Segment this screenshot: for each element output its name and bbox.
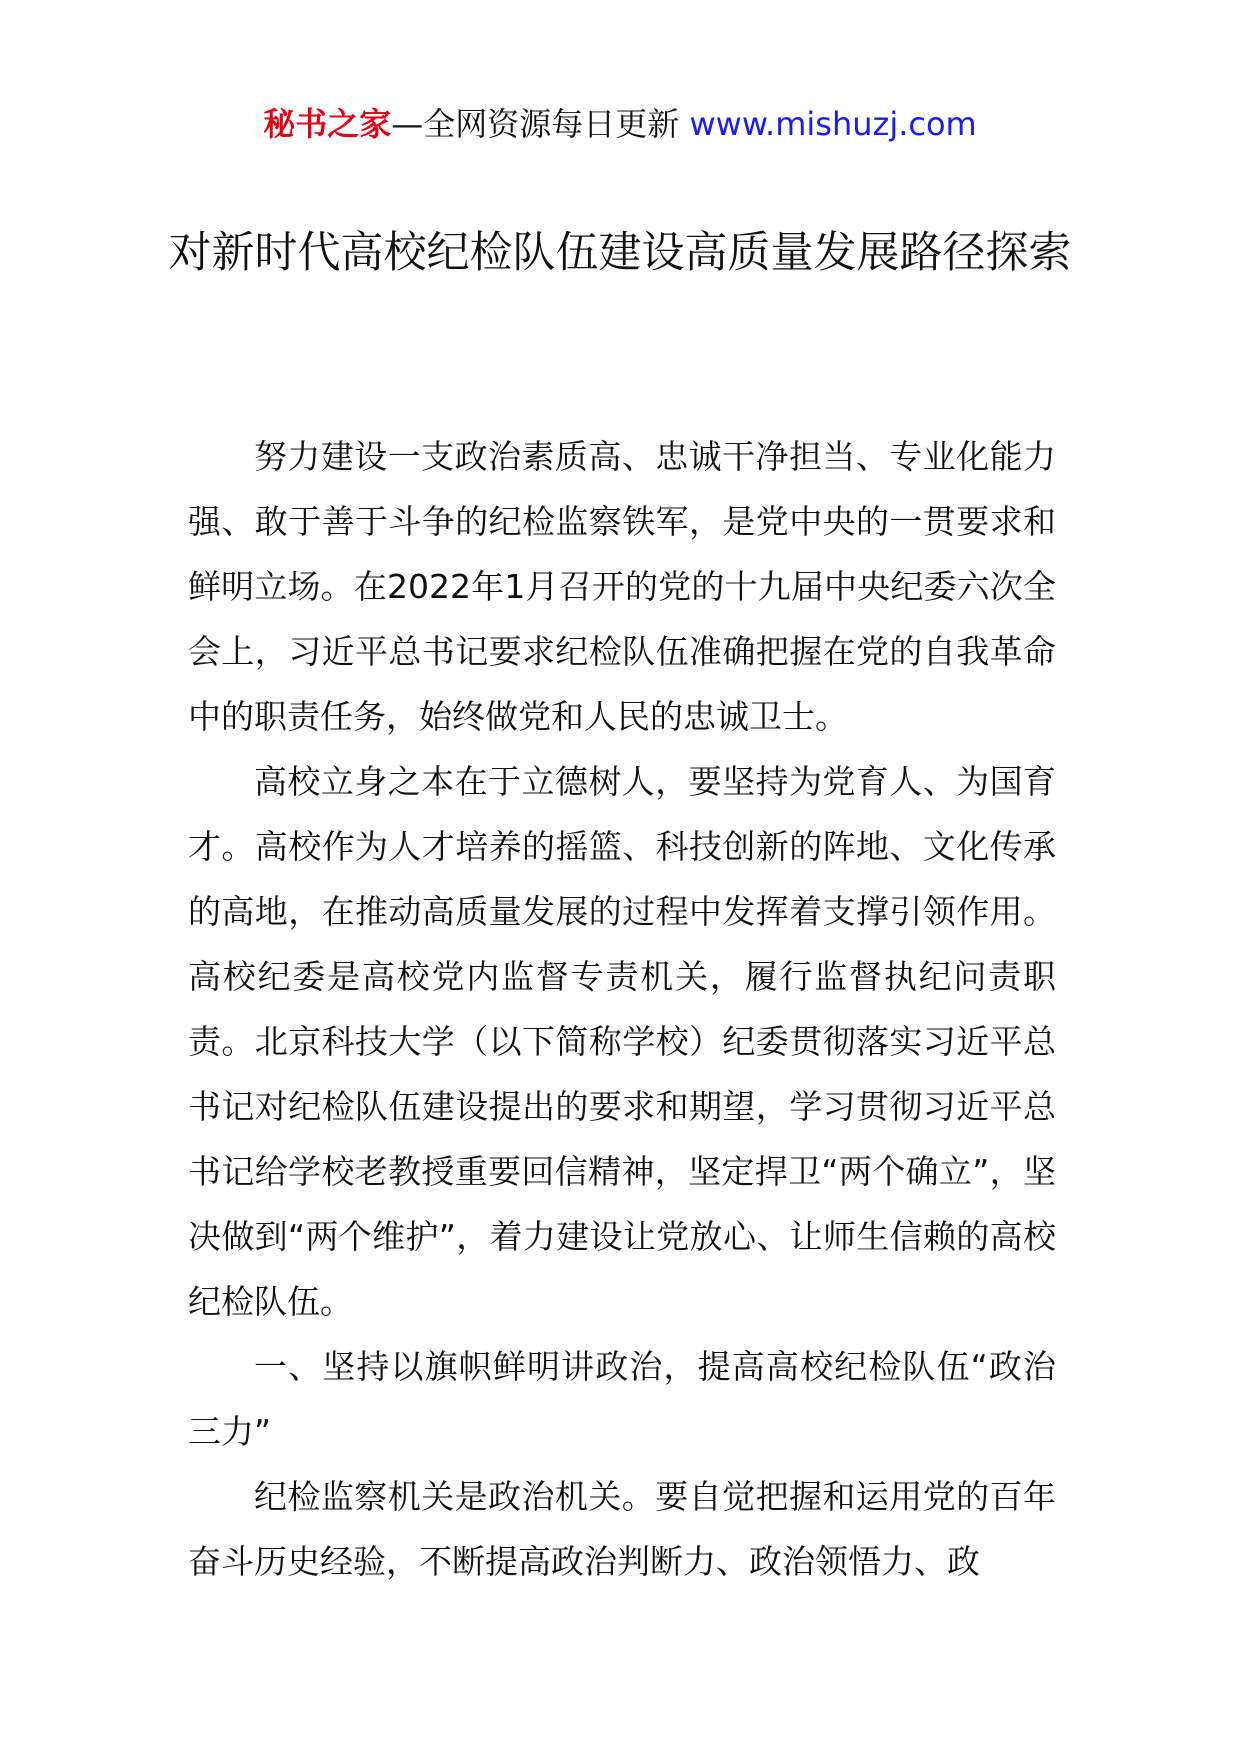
paragraph: 努力建设一支政治素质高、忠诚干净担当、专业化能力强、敢于善于斗争的纪检监察铁军，是党中央的一贯要求和鲜明立场。在2022年1月召开的党的十九届中央纪委六次全会上，习近平总书记要求纪检队伍准确把握在党的自我革命中的职责任务，始终做党和人民的忠诚卫士。 (188, 437, 1056, 736)
header-tagline: —全网资源每日更新 (391, 105, 680, 143)
document-body (188, 424, 1056, 1594)
page-header (0, 96, 1240, 152)
brand-name: 秘书之家 (263, 105, 392, 143)
document-title: 对新时代高校纪检队伍建设高质量发展路径探索 (168, 228, 1072, 278)
section-heading: 一、坚持以旗帜鲜明讲政治，提高高校纪检队伍“政治三力” (188, 1347, 1056, 1451)
website-link[interactable]: www.mishuzj.com (689, 105, 977, 143)
paragraph: 纪检监察机关是政治机关。要自觉把握和运用党的百年奋斗历史经验，不断提高政治判断力、政治领悟力、政 (188, 1477, 1056, 1581)
paragraph: 高校立身之本在于立德树人，要坚持为党育人、为国育才。高校作为人才培养的摇篮、科技创新的阵地、文化传承的高地，在推动高质量发展的过程中发挥着支撑引领作用。高校纪委是高校党内监督专责机关，履行监督执纪问责职责。北京科技大学（以下简称学校）纪委贯彻落实习近平总书记对纪检队伍建设提出的要求和期望，学习贯彻习近平总书记给学校老教授重要回信精神，坚定捍卫“两个确立”，坚决做到“两个维护”，着力建设让党放心、让师生信赖的高校纪检队伍。 (188, 762, 1056, 1321)
